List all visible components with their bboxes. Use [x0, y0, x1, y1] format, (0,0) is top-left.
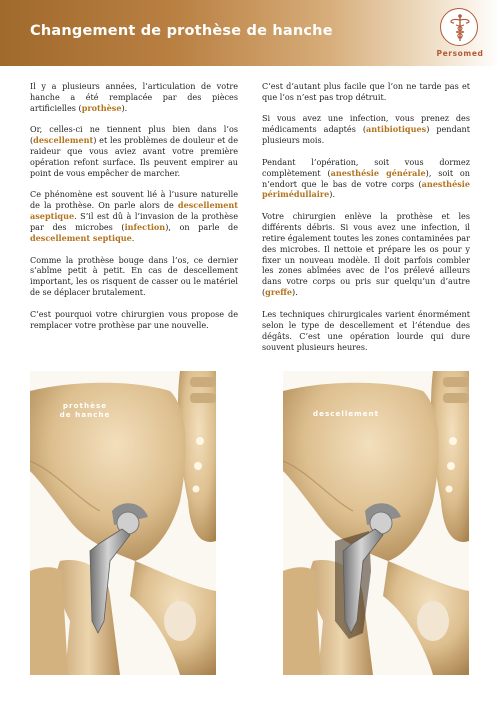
text: ).: [292, 287, 298, 298]
logo-ring: [440, 8, 478, 46]
paragraph: [30, 124, 238, 179]
paragraph: [262, 309, 470, 353]
paragraph: [30, 189, 238, 244]
text: Il y a plusieurs années, l’articulation de votre hanche a été remplacée par des pièces artificielles (: [30, 81, 238, 113]
highlight-term: descellement aseptique: [30, 200, 238, 222]
highlight-term: greffe: [265, 287, 293, 298]
text: Les techniques chirurgicales varient énormément selon le type de descellement et l’étendue des dégâts. C’est une opération lourde qui dure souvent plusieurs heures.: [262, 308, 470, 352]
text: ) et les problèmes de douleur et de raideur que vous aviez avant votre première opération refont surface. Ils peuvent empirer au point de vous empêcher de marcher.: [30, 135, 238, 178]
loosening-illustration: [283, 371, 469, 675]
text: Si vous avez une infection, vous prenez des médicaments adaptés (: [262, 113, 470, 135]
paragraph: [30, 255, 238, 299]
highlight-term: antibiotiques: [366, 124, 427, 135]
text: ) pendant plusieurs mois.: [262, 124, 470, 146]
hip-prosthesis-illustration: [30, 371, 216, 675]
text: ), soit on n’endort que le bas de votre corps (: [262, 167, 470, 189]
text: Votre chirurgien enlève la prothèse et les différents débris. Si vous avez une infection, il retire également toutes les zones contaminées par des microbes. Il nettoie et prépare les os pour y fixer un nouveau modèle. Il doit parfois combler les zones abîmées avec de l’os prélevé ailleurs dans votre corps ou pris sur quelqu’un d’autre (: [262, 210, 470, 298]
page-title: Changement de prothèse de hanche: [30, 23, 333, 39]
highlight-term: descellement septique: [30, 233, 132, 244]
paragraph: [262, 113, 470, 146]
text: ).: [121, 102, 128, 113]
text: . S’il est dû à l’invasion de la prothèse par des microbes (: [30, 211, 238, 233]
persomed-logo: [430, 8, 490, 72]
highlight-term: infection: [124, 222, 166, 233]
label-line: de hanche: [59, 410, 111, 419]
illustration-label: [30, 401, 178, 419]
highlight-term: descellement: [33, 135, 94, 146]
highlight-term: anesthésie générale: [330, 167, 426, 178]
text: Pendant l’opération, soit vous dormez complètement (: [262, 156, 470, 178]
text: .: [131, 233, 135, 244]
paragraph: [30, 309, 238, 331]
illustration-label: descellement: [312, 409, 380, 418]
right-text-column: [262, 81, 470, 363]
paragraph: [262, 157, 470, 201]
left-text-column: [30, 81, 238, 341]
label-line: prothèse: [62, 401, 108, 410]
text: ), on parle de: [165, 222, 238, 233]
caduceus-icon: [441, 9, 479, 47]
paragraph: [262, 81, 470, 103]
text: ).: [329, 189, 336, 200]
text: Or, celles-ci ne tiennent plus bien dans l’os (: [30, 124, 238, 146]
paragraph: [30, 81, 238, 114]
text: Comme la prothèse bouge dans l’os, ce dernier s’abîme petit à petit. En cas de descellement important, les os risquent de casser ou le matériel de se déplacer brutalement.: [30, 254, 238, 298]
logo-text: Persomed: [436, 49, 484, 58]
paragraph: [262, 211, 470, 298]
text: Ce phénomène est souvent lié à l’usure naturelle de la prothèse. On parle alors de: [30, 189, 238, 211]
highlight-term: anesthésie périmédullaire: [262, 178, 470, 200]
text: C’est d’autant plus facile que l’on ne tarde pas et que l’os n’est pas trop détruit.: [262, 81, 470, 102]
text: C’est pourquoi votre chirurgien vous propose de remplacer votre prothèse par une nouvelle.: [30, 308, 238, 330]
page-header: [0, 0, 500, 66]
highlight-term: prothèse: [81, 102, 122, 113]
